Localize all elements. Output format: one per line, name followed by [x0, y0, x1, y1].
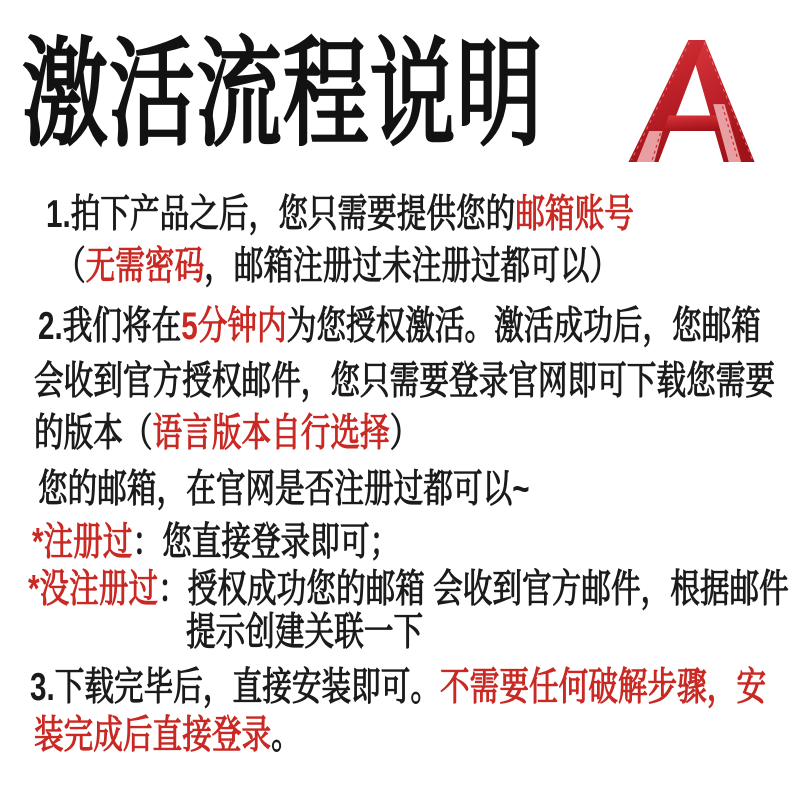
- line-text: ）: [389, 412, 420, 455]
- line-highlight: *没注册过: [28, 568, 159, 611]
- instruction-line-8: [28, 570, 789, 609]
- line-text: ：您直接登录即可；: [132, 521, 400, 564]
- line-text: 提示创建关联一下: [186, 611, 424, 654]
- line-highlight: *注册过: [32, 521, 133, 564]
- instruction-line-5: [34, 414, 419, 453]
- line-text: 3.下载完毕后，直接安装即可。: [30, 666, 441, 709]
- line-text: 2.我们将在: [38, 305, 182, 348]
- line-highlight: 语言版本自行选择: [152, 412, 390, 455]
- instruction-line-10: [30, 668, 766, 707]
- line-text: 会收到官方授权邮件，您只需要登录官网即可下载您需要: [34, 360, 776, 403]
- instruction-line-1: [46, 195, 634, 234]
- line-text: 的版本（: [34, 412, 153, 455]
- instruction-line-6: [38, 470, 530, 509]
- instruction-line-7: [32, 523, 399, 562]
- line-text: 您的邮箱，在官网是否注册过都可以~: [38, 468, 530, 511]
- line-highlight: 邮箱账号: [515, 193, 634, 236]
- line-text: ：授权成功您的邮箱 会收到官方邮件，根据邮件: [158, 568, 789, 611]
- line-text: 为您授权激活。激活成功后，您邮箱: [286, 305, 761, 348]
- page-title: 激活流程说明: [22, 29, 544, 161]
- instruction-line-11: [34, 716, 301, 755]
- line-highlight: 装完成后直接登录: [34, 714, 272, 757]
- instruction-line-2: [56, 247, 619, 286]
- line-highlight: 不需要任何破解步骤，安: [440, 666, 767, 709]
- line-text: 1.拍下产品之后，您只需要提供您的: [46, 193, 516, 236]
- line-text: （: [56, 245, 86, 288]
- line-highlight: 无需密码: [85, 245, 205, 288]
- line-highlight: 5分钟内: [181, 305, 287, 348]
- line-text: ，邮箱注册过未注册过都可以）: [204, 245, 620, 288]
- instruction-line-4: [34, 362, 775, 401]
- instruction-line-3: [38, 307, 761, 346]
- line-text: 。: [271, 714, 301, 757]
- autocad-a-icon: [626, 40, 756, 162]
- instruction-line-9: [186, 613, 423, 652]
